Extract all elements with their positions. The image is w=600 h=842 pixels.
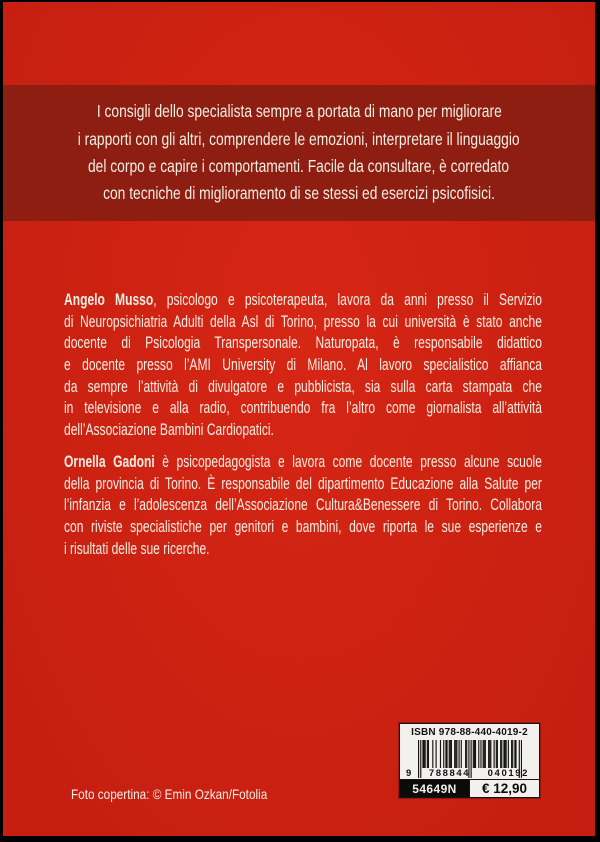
bio-line: in televisione e alla radio, contribuendo fra l’altro come giornalista all’attività (64, 399, 542, 418)
author-bio-angelo-musso (64, 290, 542, 442)
bio-line: di Neuropsichiatria Adulti della Asl di Torino, presso la cui università è stato anche (64, 312, 542, 331)
bio-line: della provincia di Torino. È responsabile del dipartimento Educazione alla Salute per (64, 474, 542, 493)
barcode-digit-lead: 9 (406, 768, 412, 779)
cover-page (3, 2, 595, 836)
intro-line (3, 98, 595, 125)
bio-line (64, 452, 542, 474)
intro-line-text: i rapporti con gli altri, comprendere le emozioni, interpretare il linguaggio (78, 128, 520, 149)
author-name: Angelo Musso (64, 291, 154, 309)
isbn-number: ISBN 978-88-440-4019-2 (411, 727, 528, 738)
bio-line (64, 290, 542, 312)
bio-line: da sempre l’attività di divulgatore e pubblicista, sia sulla carta stampata che (64, 377, 542, 396)
photo-credit-text: Foto copertina: © Emin Ozkan/Fotolia (71, 786, 268, 802)
isbn-barcode-label (399, 723, 540, 798)
bio-line: l’infanzia e l’adolescenza dell’Associazione Cultura&Benessere di Torino. Collabora (64, 496, 542, 515)
barcode-area (406, 740, 533, 779)
intro-line (3, 180, 595, 207)
edition-code: 54649N (400, 780, 469, 797)
intro-line-text: con tecniche di miglioramento di se stessi ed esercizi psicofisici. (103, 183, 495, 204)
bio-last-line: dell’Associazione Bambini Cardiopatici. (64, 421, 274, 440)
barcode-digit-group: 788844 (428, 768, 471, 779)
photo-credit (71, 786, 305, 802)
author-bio-ornella-gadoni (64, 452, 542, 560)
intro-line (3, 126, 595, 153)
bio-last-line: i risultati delle sue ricerche. (64, 539, 210, 558)
intro-band (3, 85, 595, 221)
barcode-digits (406, 768, 529, 779)
bio-line: e docente presso l’AMI University di Milano. Al lavoro specialistico affianca (64, 356, 542, 375)
bio-line-text: è psicopedagogista e lavora come docente presso alcune scuole (154, 453, 542, 471)
bio-line: docente di Psicologia Transpersonale. Naturopata, è responsabile didattico (64, 334, 542, 353)
barcode-digit-group: 040192 (487, 768, 529, 779)
intro-line-text: I consigli dello specialista sempre a portata di mano per migliorare (96, 101, 502, 122)
intro-line-text: del corpo e capire i comportamenti. Facile da consultare, è corredato (88, 156, 510, 176)
author-name: Ornella Gadoni (64, 453, 155, 471)
bio-line: con riviste specialistiche per genitori e bambini, dove riporta le sue esperienze e (64, 518, 542, 537)
bio-line-text: , psicologo e psicoterapeuta, lavora da anni presso il Servizio (153, 291, 542, 309)
price: € 12,90 (469, 780, 539, 797)
intro-line (3, 153, 595, 180)
label-bottom-row (400, 779, 539, 797)
